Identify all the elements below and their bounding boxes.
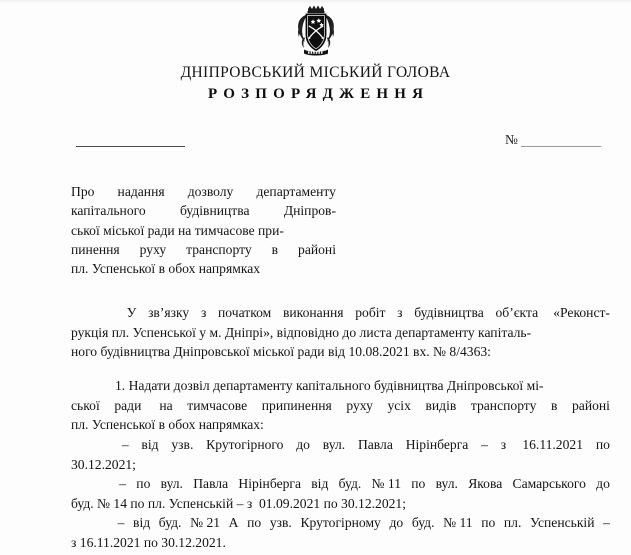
subject-line: пл. Успенської в обох напрямках (71, 261, 261, 277)
subject-word: надання (117, 184, 165, 199)
word: до (389, 515, 404, 531)
word: Крутогірному (300, 515, 381, 531)
word: узв. (269, 515, 292, 531)
emblem-container (0, 4, 631, 58)
subject-word: в (271, 241, 279, 257)
word: тимчасове (187, 397, 248, 413)
word: зв’язку (148, 305, 190, 320)
paragraph-line (71, 396, 610, 416)
word: від (141, 437, 159, 452)
word: Нірінберга (405, 437, 469, 452)
paragraph-line (71, 303, 610, 323)
list-item-line: з 16.11.2021 по 30.12.2021. (71, 534, 226, 550)
list-item-line: 30.12.2021; (71, 456, 136, 472)
paragraph-item-1 (71, 376, 610, 435)
number-sign-label: № (505, 132, 518, 147)
word: вул. (322, 437, 346, 452)
word: – (603, 515, 610, 531)
authority-heading: ДНІПРОВСЬКИЙ МІСЬКИЙ ГОЛОВА (180, 64, 451, 81)
subject-word: руху (139, 241, 167, 257)
subject-line (71, 240, 336, 259)
word: буд. (411, 515, 435, 531)
word: У (126, 305, 137, 320)
subject-block (71, 182, 336, 278)
word: по (247, 515, 262, 531)
word: Крутогірного (206, 437, 284, 452)
word: вул. (160, 476, 183, 492)
word: з (200, 305, 207, 320)
subject-word: департаменту (256, 184, 336, 199)
number-blank-rule[interactable] (521, 146, 601, 147)
word: від (133, 515, 151, 531)
building-number: № 11 (443, 515, 473, 531)
word: районі (571, 397, 610, 413)
word: до (296, 437, 310, 452)
word: – (117, 515, 125, 531)
subject-word: районі (298, 241, 336, 257)
date-blank-rule[interactable] (76, 146, 185, 147)
subject-word: транспорту (186, 241, 252, 257)
subject-word: Про (71, 184, 95, 199)
word: на (155, 397, 173, 413)
subject-word: пинення (71, 241, 120, 257)
list-item-line: буд. № 14 по пл. Успенській – з 01.09.2021 по 30.12.2021; (71, 495, 406, 511)
word: об’єкта (495, 305, 539, 320)
word: до (596, 476, 610, 492)
subject-line (71, 182, 336, 201)
date-range-start: 16.11.2021 (518, 437, 583, 452)
paragraph-line: рукція пл. Успенської у м. Дніпрі», відповідно до листа департаменту капіталь- (71, 324, 532, 340)
first-line-indent (71, 303, 115, 323)
word: Павла (193, 476, 229, 492)
word: транспорту (470, 397, 537, 413)
paragraph-preamble (71, 303, 610, 362)
word: буд. (158, 515, 182, 531)
word: «Реконст- (549, 305, 610, 320)
list-item-line (71, 435, 610, 455)
word: Павла (357, 437, 393, 452)
word: руху (346, 397, 373, 413)
subject-word: Дніпров- (283, 203, 336, 219)
word: по (411, 476, 426, 492)
word: від (311, 476, 329, 492)
restriction-list (71, 435, 610, 553)
document-type-heading: РОЗПОРЯДЖЕННЯ (208, 86, 430, 102)
word: – (119, 476, 127, 492)
word: по (136, 476, 151, 492)
word: Нірінберга (238, 476, 302, 492)
paragraph-line: пл. Успенської в обох напрямках: (71, 417, 264, 433)
building-number: № 21 (190, 515, 221, 531)
subject-line: ської міської ради на тимчасове при- (71, 222, 284, 238)
word: з (397, 305, 403, 320)
word: 1. Надати дозвіл департаменту капітального будівництва Дніпровської мі- (115, 378, 544, 393)
word: узв. (171, 437, 194, 452)
word: з (500, 437, 507, 452)
subject-line (71, 201, 336, 220)
word: робіт (355, 305, 386, 320)
word: будівництва (414, 305, 484, 320)
registration-row (0, 130, 631, 152)
word: ської (71, 397, 100, 413)
list-item-line (71, 474, 610, 494)
word: Якова (468, 476, 503, 492)
word: пл. (503, 515, 522, 531)
word: Самарського (512, 476, 586, 492)
word: припинення (261, 397, 332, 413)
word: буд. (338, 476, 362, 492)
word: усіх (387, 397, 411, 413)
word: А (228, 515, 239, 531)
word: – (121, 437, 129, 452)
word: в (550, 397, 558, 413)
word: видів (425, 397, 457, 413)
subject-word: капітального (71, 203, 146, 219)
dnipro-coat-of-arms-icon (293, 4, 339, 58)
list-item-line (71, 513, 610, 533)
paragraph-line (71, 376, 610, 396)
paragraph-line: ного будівництва Дніпровської міської ради від 10.08.2021 вх. № 8/4363: (71, 344, 491, 360)
word: Успенській (529, 515, 595, 531)
word: початком (218, 305, 272, 320)
word: ради (114, 397, 142, 413)
word: – (481, 437, 488, 452)
list-indent (71, 435, 109, 455)
building-number: № 11 (371, 476, 402, 492)
word: по (481, 515, 496, 531)
subject-word: будівництва (180, 203, 250, 219)
word: по (595, 437, 610, 452)
subject-word: дозволу (187, 184, 234, 199)
word: вул. (435, 476, 458, 492)
list-indent (71, 513, 109, 533)
word: виконання (282, 305, 344, 320)
list-indent (71, 474, 109, 494)
